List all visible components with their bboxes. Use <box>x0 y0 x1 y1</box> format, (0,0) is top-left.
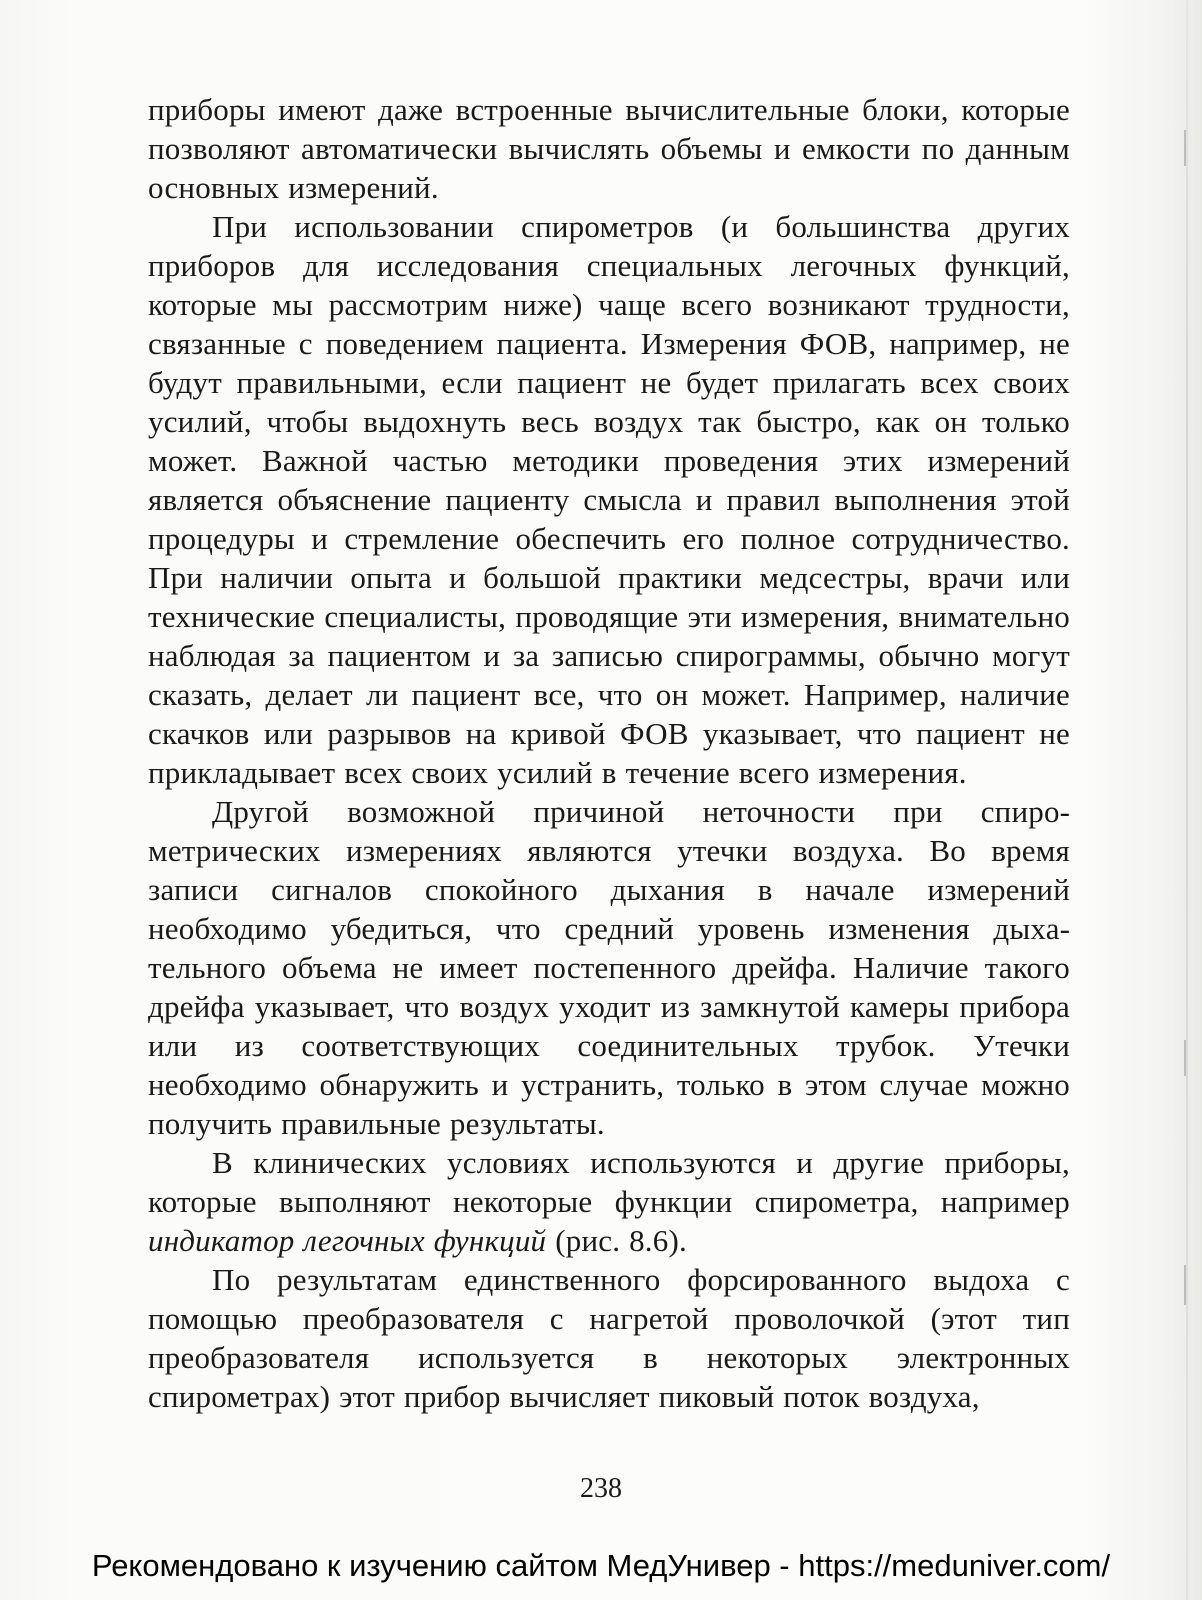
paragraph-4-start: В клинических условиях используются и другие приборы, которые выполняют некоторые функции спирометра, например <box>148 1145 1070 1219</box>
body-text <box>148 90 1070 1416</box>
page-edge-shadow <box>1186 0 1188 1600</box>
edge-mark <box>1184 130 1186 166</box>
paragraph-3: Другой возможной причиной неточности при спирометрических измерениях являются утечки воздуха. Во время записи сигналов спокойного дыхания в начале измерений необходимо убедиться, что средний уровень изменения дыхательного объема не имеет постепенного дрейфа. Наличие такого дрейфа указывает, что воздух уходит из замкнутой камеры прибора или из соответствующих соединительных трубок. Утечки необходимо обнаружить и устранить, только в этом случае можно получить правильные результаты. <box>148 794 1070 1141</box>
footer-banner: Рекомендовано к изучению сайтом МедУнивер - https://meduniver.com/ <box>91 1548 1111 1583</box>
edge-mark <box>1184 1265 1186 1305</box>
paragraph-5: По результатам единственного форсированного выдоха с помощью преобразователя с нагретой проволочкой (этот тип преобразователя используется в некоторых электронных спирометрах) этот прибор вычисляет пиковый поток воздуха, <box>148 1262 1070 1414</box>
edge-mark <box>1184 1040 1186 1076</box>
paragraph-2: При использовании спирометров (и большинства других приборов для исследования специальных легочных функций, которые мы рассмотрим ниже) чаще всего возникают трудности, связанные с поведением пациента. Измерения ФОВ, например, не будут правильными, если пациент не будет прилагать всех своих усилий, чтобы выдохнуть весь воздух так быстро, как он только может. Важной частью методики проведения этих измерений является объяснение пациенту смысла и правил выполнения этой процедуры и стремление обеспечить его полное сотрудничество. При наличии опыта и большой практики медсестры, врачи или технические специалисты, проводящие эти измерения, внимательно наблюдая за пациентом и за записью спирограммы, обычно могут сказать, делает ли пациент все, что он может. Например, наличие скачков или разрывов на кривой ФОВ указывает, что пациент не прикладывает всех своих усилий в течение всего измерения. <box>148 209 1070 790</box>
page-number: 238 <box>580 1473 622 1504</box>
italic-term: индикатор легочных функций <box>148 1223 547 1258</box>
paragraph-4 <box>148 1143 1070 1260</box>
paragraph-4-end: (рис. 8.6). <box>546 1223 687 1258</box>
paragraph-1: приборы имеют даже встроенные вычислительные блоки, которые позволяют автоматически вычислять объемы и емкости по данным основных измерений. <box>148 92 1070 205</box>
